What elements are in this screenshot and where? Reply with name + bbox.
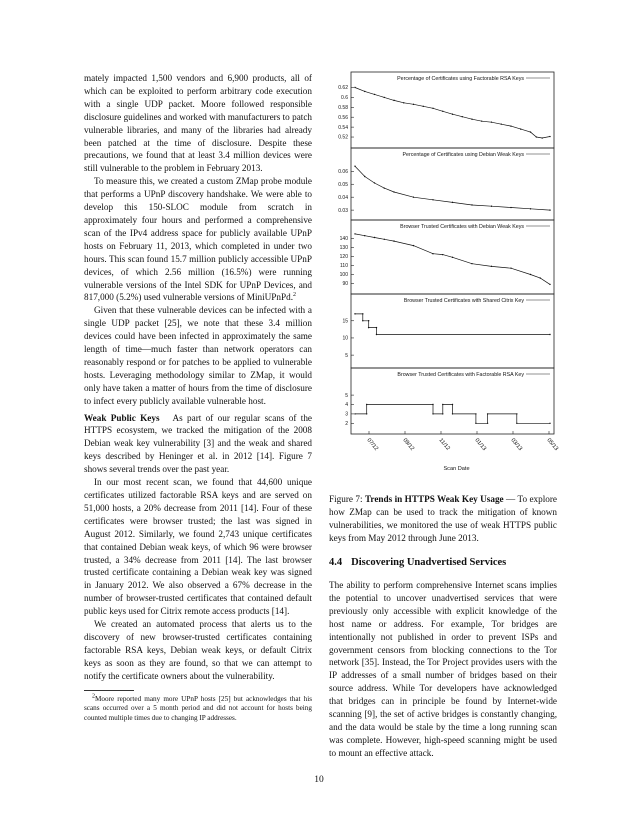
data-point xyxy=(364,91,365,92)
footnote-divider xyxy=(84,690,134,691)
data-point xyxy=(384,239,385,240)
panel-title: Browser Trusted Certificates with Factorable RSA Key xyxy=(397,372,524,378)
y-tick-label: 0.6 xyxy=(341,95,348,102)
data-point xyxy=(354,233,355,234)
data-point xyxy=(530,131,531,132)
section-title: Discovering Unadvertised Services xyxy=(351,557,507,568)
data-point xyxy=(432,199,433,200)
data-point xyxy=(362,313,363,314)
section-number: 4.4 xyxy=(329,557,343,568)
data-point xyxy=(452,257,453,258)
data-point xyxy=(549,334,550,335)
data-point xyxy=(442,111,443,112)
data-point xyxy=(471,263,472,264)
data-point xyxy=(520,128,521,129)
data-point xyxy=(393,240,394,241)
data-point xyxy=(368,320,369,321)
data-point xyxy=(487,413,488,414)
data-point xyxy=(516,413,517,414)
footnote xyxy=(84,695,312,724)
y-tick-label: 130 xyxy=(339,245,348,252)
panel-title: Percentage of Certificates using Debian Weak Keys xyxy=(402,152,524,158)
y-tick-label: 4 xyxy=(345,402,348,409)
data-point xyxy=(376,334,377,335)
page-number: 10 xyxy=(314,775,324,785)
data-point xyxy=(432,404,433,405)
paragraph xyxy=(84,175,312,304)
caption-label: Figure 7: xyxy=(329,494,363,505)
data-point xyxy=(542,137,543,138)
series-line xyxy=(355,234,550,285)
panel-title: Percentage of Certificates using Factorable RSA Keys xyxy=(397,76,524,82)
x-tick-label: 09/12 xyxy=(401,437,416,453)
x-tick-label: 11/12 xyxy=(437,437,451,452)
panel-frame xyxy=(351,294,554,368)
data-point xyxy=(491,266,492,267)
data-point xyxy=(403,102,404,103)
caption-title: Trends in HTTPS Weak Key Usage xyxy=(364,494,504,505)
data-point xyxy=(362,320,363,321)
data-point xyxy=(354,165,355,166)
section-heading xyxy=(329,557,506,568)
figure-caption xyxy=(329,493,557,545)
data-point xyxy=(471,119,472,120)
data-point xyxy=(374,182,375,183)
paragraph xyxy=(84,412,312,477)
paragraph: In our most recent scan, we found that 44,600 unique certificates utilized factorable RSA keys and are served on 51,000 hosts, a 20% decrease from 2011 [14]. Four of these certificates were browser trusted; the last was signed in August 2012. Similarly, we found 2,743 unique certificates that contained Debian weak keys, of which 96 were browser trusted, a 34% decrease from 2011 [14]. The last browser trusted certificate containing a Debian weak key was signed in January 2012. We also observed a 67% decrease in the number of browser-trusted certificates that contained default public keys used for Citrix remote access products [14]. xyxy=(84,477,312,617)
data-point xyxy=(354,413,355,414)
data-point xyxy=(491,121,492,122)
data-point xyxy=(393,191,394,192)
data-point xyxy=(530,208,531,209)
panel-title: Browser Trusted Certificates with Debian Weak Keys xyxy=(400,224,524,230)
data-point xyxy=(393,100,394,101)
y-tick-label: 90 xyxy=(342,281,348,288)
data-point xyxy=(432,413,433,414)
series-line xyxy=(355,88,550,139)
data-point xyxy=(452,413,453,414)
paragraph-text: As part of our regular scans of the HTTPS ecosystem, we tracked the mitigation of the 2008 Debian weak key vulnerability [3] and the weak and shared keys described by Heninger et al. in 2012 [14]. Figure 7 shows several trends over the past year. xyxy=(84,412,312,475)
run-in-heading: Weak Public Keys xyxy=(84,412,160,423)
y-tick-label: 0.58 xyxy=(338,105,348,112)
y-tick-label: 15 xyxy=(342,318,348,325)
x-tick-label: 07/12 xyxy=(365,437,380,453)
data-point xyxy=(452,202,453,203)
y-tick-label: 0.54 xyxy=(338,124,348,131)
data-point xyxy=(481,120,482,121)
series-line xyxy=(355,314,550,335)
y-tick-label: 140 xyxy=(339,236,348,243)
x-tick-label: 05/13 xyxy=(545,437,560,453)
data-point xyxy=(368,327,369,328)
data-point xyxy=(376,327,377,328)
y-tick-label: 0.52 xyxy=(338,134,348,141)
data-point xyxy=(413,245,414,246)
data-point xyxy=(510,267,511,268)
panel-frame xyxy=(351,72,554,148)
y-tick-label: 3 xyxy=(345,411,348,418)
data-point xyxy=(366,404,367,405)
paragraph: Given that these vulnerable devices can be infected with a single UDP packet [25], we note that these 3.4 million devices could have been infected in approximately the same length of time—much faster than network operators can reasonably respond or for patches to be applied to vulnerable hosts. Leveraging methodology similar to ZMap, it would only have taken a matter of hours from the time of disclosure to infect every publicly available vulnerable host. xyxy=(84,305,312,406)
footnote-marker: 2 xyxy=(293,292,296,299)
data-point xyxy=(462,116,463,117)
data-point xyxy=(540,277,541,278)
data-point xyxy=(366,413,367,414)
data-point xyxy=(442,254,443,255)
section-body: The ability to perform comprehensive Internet scans implies the potential to uncover unadvertised services that were previously only accessible with explicit knowledge of the host name or address. For example, Tor bridges are intentionally not published in order to prevent ISPs and government censors from blocking connections to the Tor network [35]. Instead, the Tor Project provides users with the IP addresses of a small number of bridges based on their source address. While Tor developers have acknowledged that bridges can in principle be found by Internet-wide scanning [9], the set of active bridges is constantly changing, and the data would be stale by the time a long running scan was complete. However, high-speed scanning might be used to mount an effective attack. xyxy=(329,580,557,758)
y-tick-label: 120 xyxy=(339,254,348,261)
data-point xyxy=(536,136,537,137)
y-tick-label: 110 xyxy=(340,263,348,270)
y-tick-label: 5 xyxy=(345,392,348,399)
data-point xyxy=(384,187,385,188)
data-point xyxy=(374,237,375,238)
data-point xyxy=(354,87,355,88)
data-point xyxy=(510,207,511,208)
x-axis-label: Scan Date xyxy=(443,466,470,472)
panel-title: Browser Trusted Certificates with Shared Citrix Key xyxy=(403,298,524,304)
data-point xyxy=(510,125,511,126)
footnote-marker: 2 xyxy=(92,693,95,700)
data-point xyxy=(475,413,476,414)
data-point xyxy=(549,209,550,210)
data-point xyxy=(549,284,550,285)
data-point xyxy=(384,97,385,98)
data-point xyxy=(549,423,550,424)
data-point xyxy=(471,204,472,205)
data-point xyxy=(549,136,550,137)
data-point xyxy=(487,423,488,424)
data-point xyxy=(374,94,375,95)
data-point xyxy=(442,404,443,405)
y-tick-label: 2 xyxy=(345,421,348,427)
y-tick-label: 0.04 xyxy=(338,194,348,201)
caption-text: — To explore how ZMap can be used to track the mitigation of known vulnerabilities, we monitored the use of weak HTTPS public keys from May 2012 through June 2013. xyxy=(329,494,558,543)
data-point xyxy=(452,114,453,115)
data-point xyxy=(364,176,365,177)
paragraph: mately impacted 1,500 vendors and 6,900 products, all of which can be exploited to perform arbitrary code execution with a single UDP packet. Moore followed responsible disclosure guidelines and worked with manufacturers to patch vulnerable libraries, and many of the libraries had already been patched at the time of disclosure. Despite these precautions, we found that at least 3.4 million devices were still vulnerable to the problem in February 2013. xyxy=(84,73,312,174)
data-point xyxy=(530,274,531,275)
y-tick-label: 5 xyxy=(345,352,348,359)
paragraph: We created an automated process that alerts us to the discovery of new browser-trusted certificates containing factorable RSA keys, Debian weak keys, or default Citrix keys as soon as they are found, so that we can attempt to notify the certificate owners about the vulnerability. xyxy=(84,619,312,681)
data-point xyxy=(452,404,453,405)
data-point xyxy=(442,413,443,414)
paragraph-text: To measure this, we created a custom ZMap probe module that performs a UPnP discovery handshake. We were able to develop this 150-SLOC module from scratch in approximately four hours and performed a comprehensive scan of the IPv4 address space for publicly available UPnP hosts on February 11, 2013, which completed in under two hours. This scan found 15.7 million publicly accessible UPnP devices, of which 2.56 million (16.5%) were running vulnerable versions of the Intel SDK for UPnP Devices, and 817,000 (5.2%) used vulnerable versions of MiniUPnPd. xyxy=(84,176,312,303)
y-tick-label: 0.03 xyxy=(338,207,348,214)
data-point xyxy=(491,206,492,207)
data-point xyxy=(423,106,424,107)
data-point xyxy=(413,104,414,105)
y-tick-label: 100 xyxy=(339,272,348,279)
left-column xyxy=(84,72,312,724)
footnote-text: Moore reported many more UPnP hosts [25] but acknowledges that his scans occurred over a 5 month period and did not account for hosts being counted multiple times due to changing IP addresses. xyxy=(84,694,312,723)
data-point xyxy=(516,423,517,424)
weak-key-trends-chart xyxy=(329,72,560,482)
data-point xyxy=(413,196,414,197)
figure-7 xyxy=(329,72,560,482)
y-tick-label: 0.06 xyxy=(338,169,348,176)
data-point xyxy=(354,313,355,314)
data-point xyxy=(501,123,502,124)
y-tick-label: 0.56 xyxy=(338,114,348,121)
data-point xyxy=(432,108,433,109)
y-tick-label: 0.05 xyxy=(338,181,348,188)
x-tick-label: 01/13 xyxy=(473,437,488,453)
data-point xyxy=(475,423,476,424)
data-point xyxy=(432,253,433,254)
data-point xyxy=(364,235,365,236)
panel-frame xyxy=(351,148,554,220)
y-tick-label: 0.62 xyxy=(338,85,348,92)
x-tick-label: 03/13 xyxy=(509,437,524,453)
y-tick-label: 10 xyxy=(342,335,348,342)
